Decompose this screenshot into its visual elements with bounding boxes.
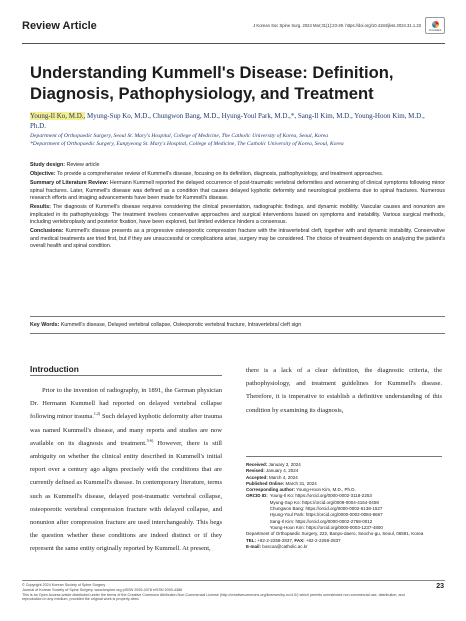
article-title: Understanding Kummell's Disease: Definition, Diagnosis, Pathophysiology, and Treatment <box>30 63 394 103</box>
section-label: Review Article <box>22 20 97 32</box>
journal-line: Journal of Korean Society of Spine Surgery. www.krspine.org pISSN 2093-4378 eISSN 2093-4386 <box>22 587 183 592</box>
orcid-link[interactable]: Young-Il Ko: https://orcid.org/0000-0002-3118-2253 <box>269 493 372 499</box>
published-date: Published Online: March 31, 2024 <box>246 480 317 486</box>
crossmark-icon <box>432 21 439 28</box>
corresponding-author: Corresponding author: Young-Hoon Kim, M.D., Ph.D. <box>246 487 356 493</box>
crossmark-badge[interactable] <box>425 17 445 34</box>
orcid-link[interactable]: Chungwon Bang: https://orcid.org/0000-0002-6138-1527 <box>269 506 383 512</box>
page-header <box>22 17 445 43</box>
keywords-bottom-rule <box>30 333 445 334</box>
page-footer <box>22 583 422 602</box>
keywords-top-rule <box>30 316 445 317</box>
revised-date: Revised: January 4, 2024 <box>246 468 299 474</box>
co-authors: Myung-Sup Ko, M.D., Chungwon Bang, M.D., Hyung-Youl Park, M.D.,*, Sang-Il Kim, M.D., Young-Hoon Kim, M.D., Ph.D. <box>30 112 425 130</box>
orcid-link[interactable]: Young-Hoon Kim: https://orcid.org/0000-0003-1237-4800 <box>269 524 383 530</box>
accepted-date: Accepted: March 4, 2024 <box>246 474 298 480</box>
address: Department of Orthopaedic Surgery, 222, Banpo-daero, Seocho-gu, Seoul, 06591, Korea <box>246 531 424 537</box>
page-number: 23 <box>436 583 444 590</box>
introduction-rule <box>30 375 222 376</box>
copyright-line: © Copyright 2024 Korean Society of Spine Surgery <box>22 583 106 587</box>
email-link[interactable]: boscoa@catholic.ac.kr <box>261 543 308 549</box>
journal-reference[interactable]: J Korean Soc Spine Surg. 2024 Mar;31(1):23-29. https://doi.org/10.4184/jkss.2024.31.1.23 <box>253 23 421 28</box>
orcid-link[interactable]: Hyung-Youl Park: https://orcid.org/0000-0002-0084-8667 <box>269 512 383 518</box>
abstract-objective: Objective: To provide a comprehensive review of Kummell's disease, focusing on its definition, diagnosis, pathophysiology, and treatment approaches. <box>30 171 384 178</box>
citation-ref[interactable]: 3-6) <box>146 437 154 443</box>
license-line: This is an Open Access article distributed under the terms of the Creative Commons Attribution Non-Commercial License (http://creativecommons.org/licenses/by-nc/4.0/) which permits unrestricted non-commercial use, distribution, and reproduction in any medium, provided the original work is properly cited. <box>22 592 405 602</box>
citation-ref[interactable]: 1,2) <box>93 411 101 417</box>
first-author-highlighted[interactable]: Young-Il Ko, M.D., <box>30 112 86 120</box>
orcid-link[interactable]: Sang-Il Kim: https://orcid.org/0000-0002-2758-0012 <box>269 518 373 524</box>
abstract <box>30 162 445 252</box>
author-list <box>30 111 442 131</box>
abstract-results: Results: The diagnosis of Kummell's disease requires considering the clinical presentation, radiographic findings, and dynamic mobility. Vascular causes and nonunion are implicated in its pathophysiology. The treatment involves conservative approaches and surgical interventions based on symptoms and instability. Various surgical methods, including vertebroplasty and posterior fixation, have been explored, but limited evidence hinders a consensus. <box>30 204 445 226</box>
orcid-label: ORCID ID: <box>246 493 268 499</box>
article-info-rule <box>246 456 442 457</box>
abstract-study-design: Study design: Review article <box>30 162 100 168</box>
crossmark-label: CrossMark <box>428 29 442 32</box>
introduction-column-1: Prior to the invention of radiography, in 1891, the German physician Dr. Hermann Kummell had reported on delayed vertebral collapse following minor trauma.$^{1,2)}$ Such delayed kyphotic deformity after trauma was named Kummell's disease, and many reports and studies are now available on its diagnosis and treatment.$^{3-6)}$ However, there is still ambiguity on whether the clinical entity described in Kummell's initial report over a century ago aligns precisely with the conditions that are currently defined as Kummell's disease. In contemporary literature, terms such as Kummell's disease, delayed post-traumatic vertebral collapse, osteoporotic vertebral compression fracture with delayed collapse, and nonunion after compression fracture are used interchangeably. This begs the question whether these conditions are indeed distinct or if they represent the same entity originally reported by Kummell. At present, <box>30 387 222 553</box>
header-divider <box>22 43 445 44</box>
orcid-block <box>246 493 442 531</box>
keywords: Key Words: Kummell's disease, Delayed vertebral collapse, Osteoporotic vertebral fracture, Intravertebral cleft sign <box>30 322 302 328</box>
introduction-heading: Introduction <box>30 364 79 374</box>
orcid-link[interactable]: Myung-Sup Ko: https://orcid.org/0009-0004-4164-0458 <box>269 499 379 505</box>
affiliation-1: Department of Orthopaedic Surgery, Seoul St. Mary's Hospital, College of Medicine, The Catholic University of Korea, Seoul, Korea <box>30 133 329 139</box>
footer-divider <box>22 580 445 581</box>
received-date: Received: January 3, 2024 <box>246 462 301 467</box>
abstract-summary: Summary of Literature Review: Hermann Kummell reported the delayed occurrence of post-traumatic vertebral deformities and worsening of clinical symptoms following minor spinal fractures. Later, Kummell's disease was defined as a condition that causes delayed kyphotic deformity and neurological problems due to spinal fractures. Numerous research efforts and imaging advancements have been made for Kummell's disease. <box>30 180 446 202</box>
introduction-column-2: there is a lack of a clear definition, the diagnostic criteria, the pathophysiology, and treatment guidelines for Kummell's disease. Therefore, it is imperative to establish a definitive understanding of this condition by examining its diagnosis, <box>246 367 442 414</box>
affiliation-2: *Department of Orthopaedic Surgery, Eunpyeong St. Mary's Hospital, College of Medicine, The Catholic University of Korea, Seoul, Korea <box>30 141 344 147</box>
email: E-mail: boscoa@catholic.ac.kr <box>246 543 308 549</box>
article-info <box>246 462 442 550</box>
abstract-conclusions: Conclusions: Kummell's disease presents as a progressive osteoporotic compression fracture with the intravertebral cleft, together with and dynamic instability. Conservative and medical treatments are tried first, but if they are unsuccessful or complications arise, surgery may be considered. The choice of treatment depends on analyzing the patient's overall health and spinal condition. <box>30 228 445 250</box>
phone-fax: TEL: +82-2-2258-2837, FAX: +82-2-2258-2837 <box>246 537 341 543</box>
